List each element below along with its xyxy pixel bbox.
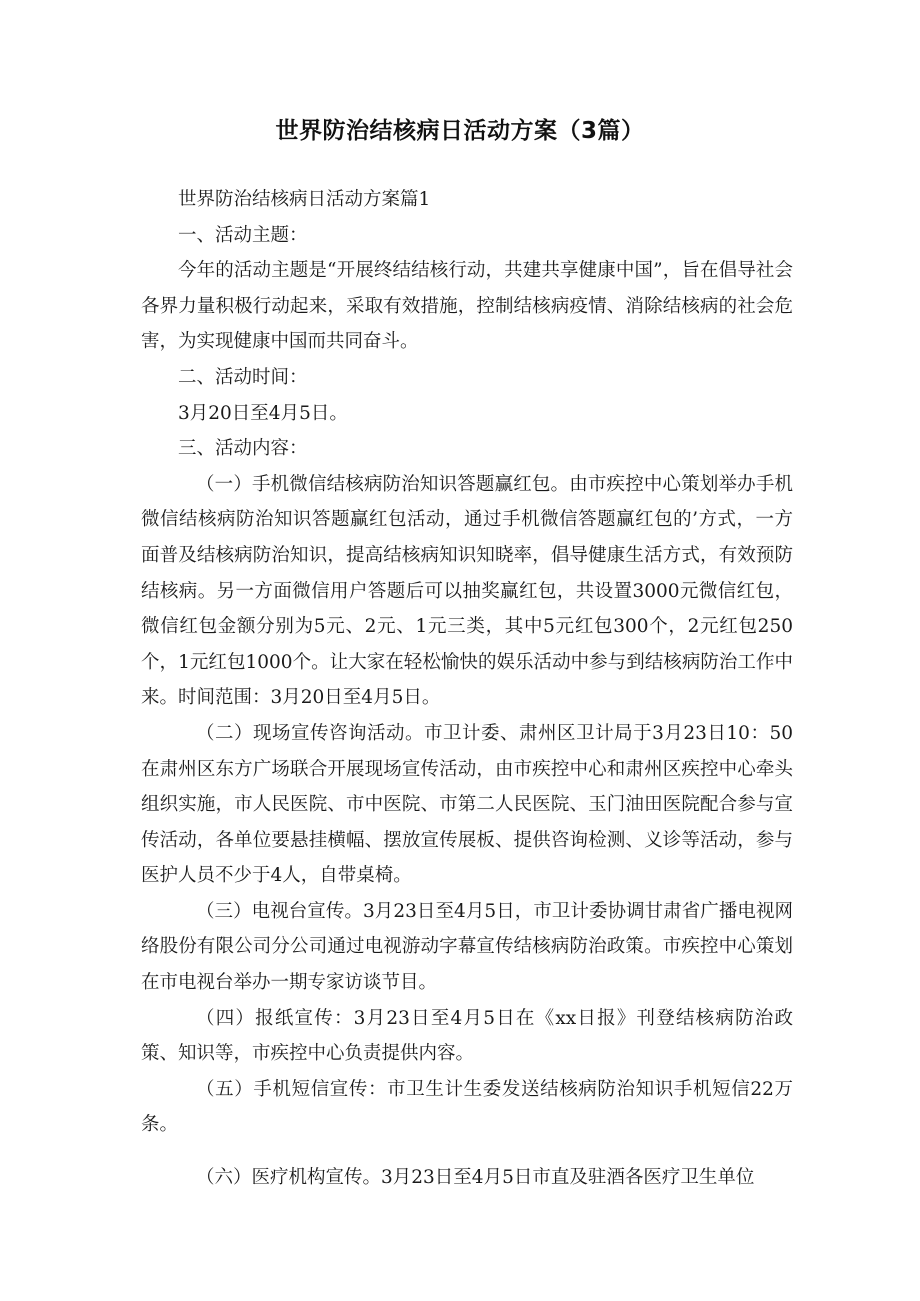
paragraph-item-6: （六）医疗机构宣传。3月23日至4月5日市直及驻酒各医疗卫生单位 [196,1167,755,1189]
subheading-content: 三、活动内容： [178,438,308,460]
paragraph-item-2: （二）现场宣传咨询活动。市卫计委、肃州区卫计局于3月23日10：50在肃州区东方广场联合开展现场宣传活动，由市疾控中心和肃州区疾控中心牵头组织实施，市人民医院、市中医院、市第二人民医院、玉门油田医院配合参与宣传活动，各单位要悬挂横幅、摆放宣传展板、提供咨询检测、义诊等活动，参与医护人员不少于4人，自带桌椅。 [141,722,793,887]
paragraph-item-3: （三）电视台宣传。3月23日至4月5日，市卫计委协调甘肃省广播电视网络股份有限公司分公司通过电视游动字幕宣传结核病防治政策。市疾控中心策划在市电视台举办一期专家访谈节目。 [141,900,793,994]
paragraph-item-4: （四）报纸宣传：3月23日至4月5日在《xx日报》刊登结核病防治政策、知识等，市疾控中心负责提供内容。 [141,1007,793,1065]
subheading-time: 二、活动时间： [178,366,308,388]
section-heading: 世界防治结核病日活动方案篇1 [178,189,431,210]
document-title: 世界防治结核病日活动方案（3篇） [275,118,645,144]
paragraph-item-5: （五）手机短信宣传：市卫生计生委发送结核病防治知识手机短信22万条。 [141,1078,793,1136]
subheading-theme: 一、活动主题： [178,224,308,246]
paragraph-item-1: （一）手机微信结核病防治知识答题赢红包。由市疾控中心策划举办手机微信结核病防治知识答题赢红包活动，通过手机微信答题赢红包的’方式，一方面普及结核病防治知识，提高结核病知识知晓率，倡导健康生活方式，有效预防结核病。另一方面微信用户答题后可以抽奖赢红包，共设置3000元微信红包，微信红包金额分别为5元、2元、1元三类，其中5元红包300个，2元红包250个，1元红包1000个。让大家在轻松愉快的娱乐活动中参与到结核病防治工作中来。时间范围：3月20日至4月5日。 [141,473,793,709]
paragraph-time: 3月20日至4月5日。 [178,402,348,424]
document-body [141,182,793,1196]
paragraph-theme: 今年的活动主题是“开展终结结核行动，共建共享健康中国”，旨在倡导社会各界力量积极行动起来，采取有效措施，控制结核病疫情、消除结核病的社会危害，为实现健康中国而共同奋斗。 [141,260,793,353]
